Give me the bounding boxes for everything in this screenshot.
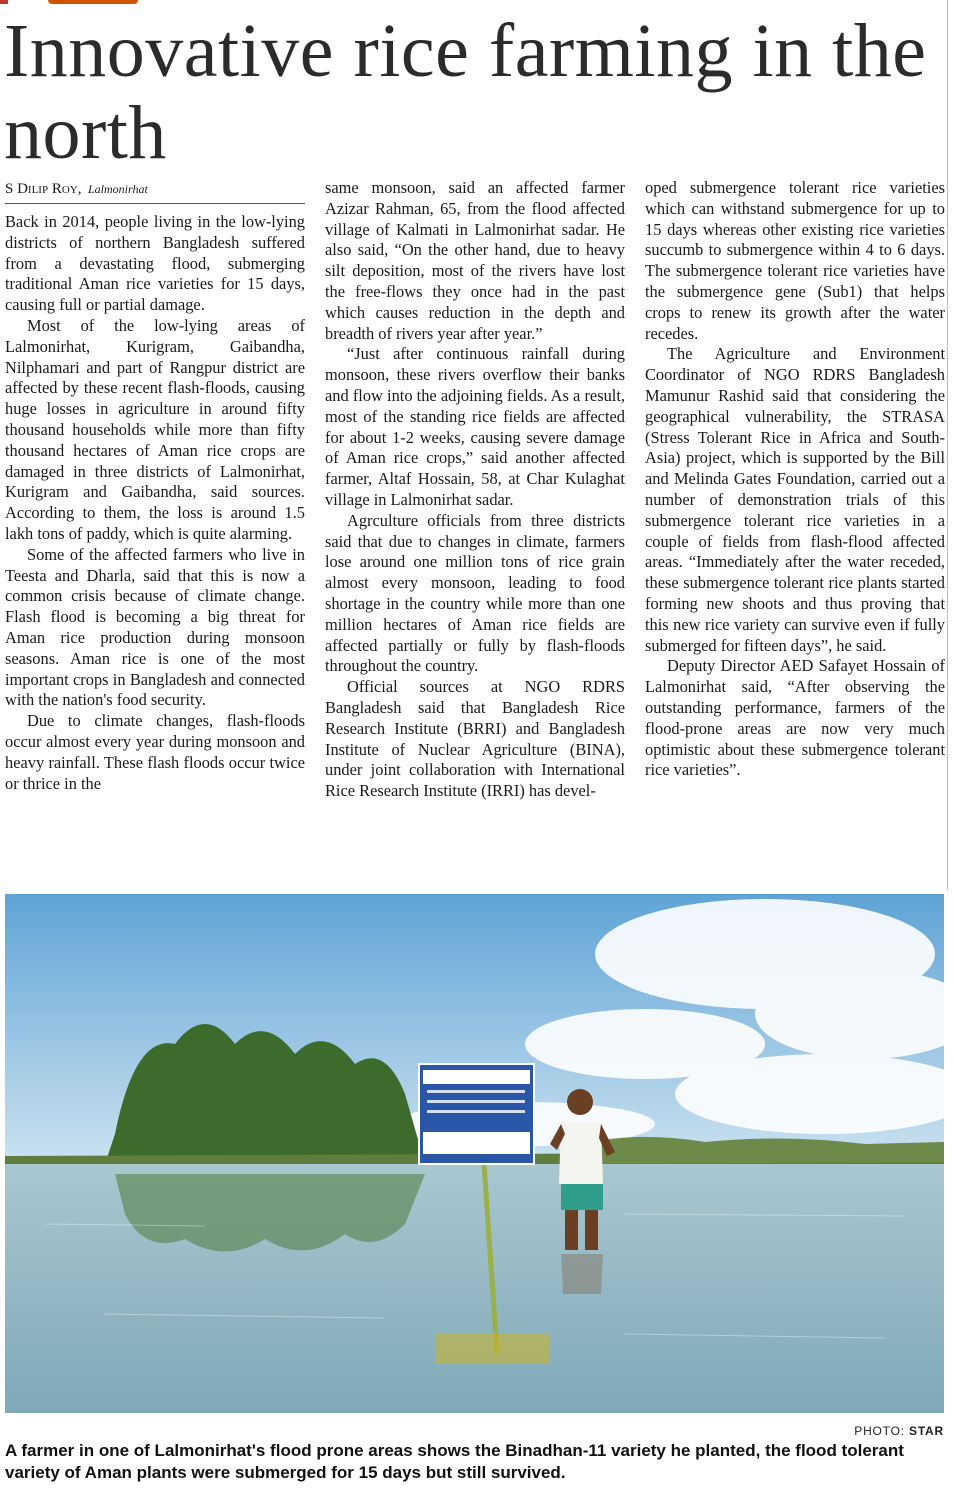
- photo-credit-source: STAR: [909, 1424, 944, 1438]
- paragraph: Agrculture officials from three districts said that due to changes in climate, farmers lose around one million tons of rice grain almost every monsoon, leading to food shortage in the country while more than one million hectares of Aman rice fields are affected partially or fully by flash-floods throughout the country.: [325, 510, 625, 676]
- article-column-3: [645, 178, 945, 781]
- article-photo: [5, 894, 944, 1413]
- paragraph: Official sources at NGO RDRS Bangladesh said that Bangladesh Rice Research Institute (BRRI) and Bangladesh Institute of Nuclear Agriculture (BINA), under joint collaboration with International Rice Research Institute (IRRI) has devel-: [325, 677, 625, 801]
- column-rule: [947, 0, 948, 890]
- section-marker: [0, 0, 140, 6]
- paragraph: Back in 2014, people living in the low-lying districts of northern Bangladesh suffered from a devastating flood, submerging traditional Aman rice varieties for 15 days, causing full or partial damage.: [5, 212, 305, 315]
- byline-author: S Dilip Roy,: [5, 181, 82, 197]
- paragraph: Most of the low-lying areas of Lalmonirhat, Kurigram, Gaibandha, Nilphamari and part of Rangpur district are affected by these recent flash-floods, causing huge losses in agriculture in around fifty thousand households while more than fifty thousand hectares of Aman rice crops are damaged in three districts of Lalmonirhat, Kurigram and Gaibandha, said sources. According to them, the loss is around 1.5 lakh tons of paddy, which is quite alarming.: [5, 315, 305, 543]
- byline-location: Lalmonirhat: [87, 182, 148, 196]
- paragraph: Some of the affected farmers who live in Teesta and Dharla, said that this is now a common crisis because of climate change. Flash flood is becoming a big threat for Aman rice production during monsoon seasons. Aman rice is one of the most important crops in Bangladesh and connected with the nation's food security.: [5, 544, 305, 710]
- article-column-2: [325, 178, 625, 802]
- tree-reflection: [115, 1174, 425, 1252]
- byline: [5, 180, 305, 204]
- paragraph: Deputy Director AED Safayet Hossain of Lalmonirhat said, “After observing the outstanding performance, farmers of the flood-prone areas are now very much optimistic about these submergence tolerant rice varieties”.: [645, 656, 945, 780]
- photo-credit: [854, 1424, 944, 1438]
- headline: Innovative rice farming in the north: [4, 9, 927, 175]
- paragraph: oped submergence tolerant rice varieties which can withstand submergence for up to 15 days whereas other existing rice varieties succumb to submergence within 4 to 6 days. The submergence tolerant rice varieties have the submergence gene (Sub1) that helps crops to renew its growth after the water recedes.: [645, 178, 945, 343]
- article-column-1: [5, 212, 305, 794]
- paragraph: Due to climate changes, flash-floods occur almost every year during monsoon and heavy rainfall. These flash floods occur twice or thrice in the: [5, 711, 305, 793]
- flooded-field-photo: [5, 894, 944, 1413]
- paragraph: The Agriculture and Environment Coordinator of NGO RDRS Bangladesh Mamunur Rashid said that considering the geographical vulnerability, the STRASA (Stress Tolerant Rice in Africa and South-Asia) project, which is supported by the Bill and Melinda Gates Foundation, carried out a number of demonstration trials of this submergence tolerant rice varieties in a couple of fields from flash-flood affected areas. “Immediately after the water receded, these submergence tolerant rice plants started forming new shoots and thus proving that this new rice variety can survive even if fully submerged for fifteen days”, he said.: [645, 344, 945, 655]
- paragraph: same monsoon, said an affected farmer Azizar Rahman, 65, from the flood affected village of Kalmati in Lalmonirhat sadar. He also said, “On the other hand, due to heavy silt deposition, most of the rivers have lost the free-flows they once had in the past which causes reduction in the depth and breadth of rivers year after year.”: [325, 178, 625, 343]
- paragraph: “Just after continuous rainfall during monsoon, these rivers overflow their banks and flow into the adjoining fields. As a result, most of the standing rice fields are affected for about 1-2 weeks, causing severe damage of Aman rice crops,” said another affected farmer, Altaf Hossain, 58, at Char Kulaghat village in Lalmonirhat sadar.: [325, 344, 625, 509]
- photo-credit-label: PHOTO:: [854, 1424, 905, 1438]
- photo-caption: A farmer in one of Lalmonirhat's flood prone areas shows the Binadhan-11 variety he planted, the flood tolerant variety of Aman plants were submerged for 15 days but still survived.: [5, 1441, 904, 1482]
